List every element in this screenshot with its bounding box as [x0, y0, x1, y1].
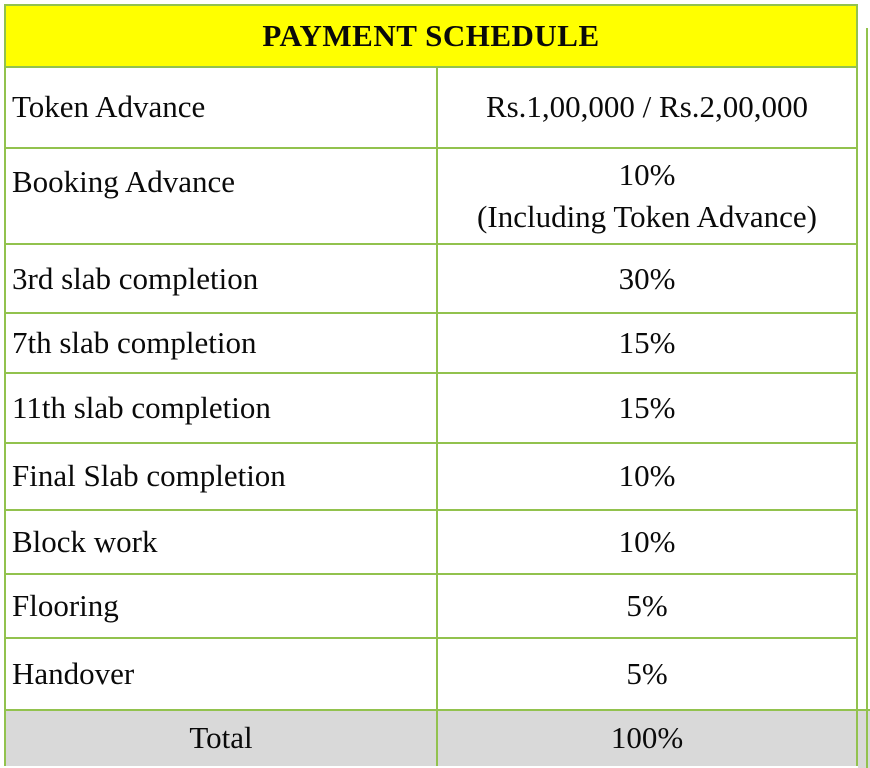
- row-label: 3rd slab completion: [5, 244, 437, 313]
- table-title: PAYMENT SCHEDULE: [5, 5, 857, 67]
- table-row: [5, 373, 857, 442]
- table-row: [5, 443, 857, 510]
- table-total-row: [5, 710, 857, 766]
- row-value: 5%: [437, 638, 857, 709]
- adjacent-column-total-fragment: [858, 711, 870, 768]
- row-value: 10%: [437, 443, 857, 510]
- row-value: [437, 148, 857, 244]
- row-value: 15%: [437, 373, 857, 442]
- row-value: 5%: [437, 574, 857, 638]
- adjacent-column-edge-line: [866, 28, 868, 768]
- row-label: Token Advance: [5, 67, 437, 147]
- adjacent-column-border-fragment: [858, 709, 870, 711]
- row-label: 7th slab completion: [5, 313, 437, 373]
- row-label: Final Slab completion: [5, 443, 437, 510]
- table-row: [5, 244, 857, 313]
- row-label: Block work: [5, 510, 437, 574]
- row-label: 11th slab completion: [5, 373, 437, 442]
- table-row: [5, 574, 857, 638]
- row-value-note: (Including Token Advance): [477, 198, 817, 234]
- table-header-row: [5, 5, 857, 67]
- total-value: 100%: [437, 710, 857, 766]
- row-label: Handover: [5, 638, 437, 709]
- payment-schedule-table: [4, 4, 858, 766]
- row-value-percent: 10%: [618, 156, 676, 192]
- table-row: [5, 67, 857, 147]
- row-value: 15%: [437, 313, 857, 373]
- row-label: Booking Advance: [5, 148, 437, 244]
- table-row: [5, 638, 857, 709]
- table-row: [5, 510, 857, 574]
- row-label: Flooring: [5, 574, 437, 638]
- table-row: [5, 148, 857, 244]
- total-label: Total: [5, 710, 437, 766]
- row-value: 30%: [437, 244, 857, 313]
- row-value: Rs.1,00,000 / Rs.2,00,000: [437, 67, 857, 147]
- table-row: [5, 313, 857, 373]
- row-value: 10%: [437, 510, 857, 574]
